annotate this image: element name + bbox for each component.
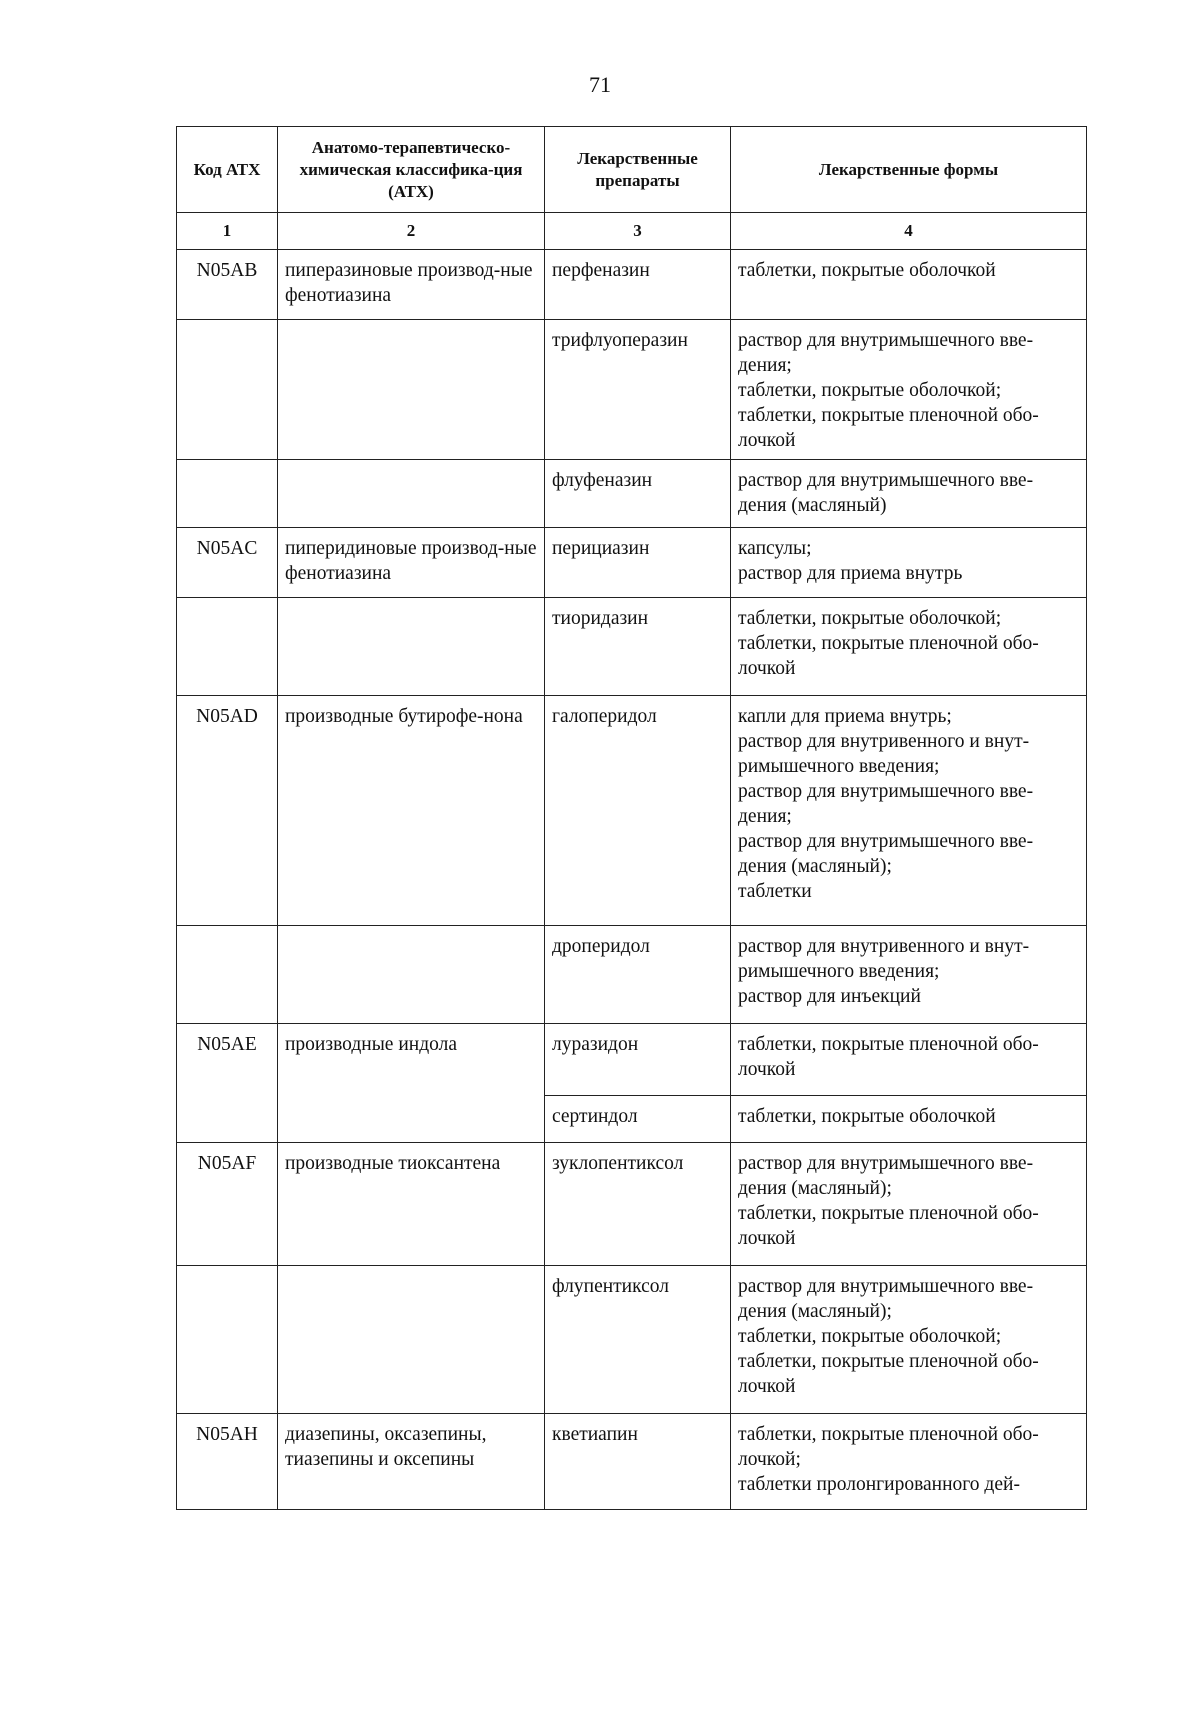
drug-cell: флупентиксол: [545, 1266, 731, 1414]
drug-cell: трифлуоперазин: [545, 320, 731, 460]
dosage-forms-cell: раствор для внутримышечного вве-дения; таблетки, покрытые оболочкой; таблетки, покрытые пленочной обо-лочкой: [731, 320, 1087, 460]
drug-cell: перициазин: [545, 528, 731, 598]
atx-drug-table: [176, 126, 1087, 1510]
dosage-forms-cell: капли для приема внутрь; раствор для внутривенного и внут-римышечного введения; раствор для внутримышечного вве-дения; раствор для внутримышечного вве-дения (масляный); таблетки: [731, 696, 1087, 926]
drug-cell: зуклопентиксол: [545, 1143, 731, 1266]
page-number: 71: [589, 72, 611, 97]
classification-cell: производные индола: [278, 1024, 545, 1143]
dosage-forms-cell: капсулы; раствор для приема внутрь: [731, 528, 1087, 598]
table-row: [177, 460, 1087, 528]
atx-code-cell: [177, 598, 278, 696]
atx-code-cell: N05AC: [177, 528, 278, 598]
drug-cell: перфеназин: [545, 250, 731, 320]
drug-cell: дроперидол: [545, 926, 731, 1024]
drug-cell: луразидон: [545, 1024, 731, 1096]
table-row: [177, 598, 1087, 696]
dosage-forms-cell: таблетки, покрытые оболочкой: [731, 250, 1087, 320]
table-row: [177, 320, 1087, 460]
classification-cell: производные тиоксантена: [278, 1143, 545, 1266]
table-row: [177, 528, 1087, 598]
header-drugs: Лекарственные препараты: [545, 127, 731, 213]
table-row: [177, 926, 1087, 1024]
dosage-forms-cell: раствор для внутримышечного вве-дения (масляный): [731, 460, 1087, 528]
drug-cell: кветиапин: [545, 1414, 731, 1510]
header-atx-code: Код АТХ: [177, 127, 278, 213]
atx-code-cell: N05AD: [177, 696, 278, 926]
atx-code-cell: [177, 926, 278, 1024]
classification-cell: [278, 1266, 545, 1414]
column-number: 4: [731, 213, 1087, 250]
table-row: [177, 1414, 1087, 1510]
dosage-forms-cell: таблетки, покрытые оболочкой: [731, 1096, 1087, 1143]
table-header-row: [177, 127, 1087, 213]
header-dosage-forms: Лекарственные формы: [731, 127, 1087, 213]
atx-code-cell: N05AE: [177, 1024, 278, 1143]
table-row: [177, 1266, 1087, 1414]
column-number: 2: [278, 213, 545, 250]
table-row: [177, 1143, 1087, 1266]
column-number: 3: [545, 213, 731, 250]
column-number-row: [177, 213, 1087, 250]
classification-cell: [278, 320, 545, 460]
classification-cell: производные бутирофе-нона: [278, 696, 545, 926]
atx-code-cell: N05AH: [177, 1414, 278, 1510]
dosage-forms-cell: таблетки, покрытые пленочной обо-лочкой; таблетки пролонгированного дей-: [731, 1414, 1087, 1510]
atx-code-cell: [177, 320, 278, 460]
classification-cell: пиперазиновые производ-ные фенотиазина: [278, 250, 545, 320]
drug-cell: флуфеназин: [545, 460, 731, 528]
table-row: [177, 250, 1087, 320]
classification-cell: [278, 598, 545, 696]
dosage-forms-cell: таблетки, покрытые пленочной обо-лочкой: [731, 1024, 1087, 1096]
dosage-forms-cell: раствор для внутримышечного вве-дения (масляный); таблетки, покрытые оболочкой; таблетки, покрытые пленочной обо-лочкой: [731, 1266, 1087, 1414]
atx-code-cell: [177, 1266, 278, 1414]
column-number: 1: [177, 213, 278, 250]
atx-code-cell: N05AF: [177, 1143, 278, 1266]
dosage-forms-cell: раствор для внутривенного и внут-римышечного введения; раствор для инъекций: [731, 926, 1087, 1024]
dosage-forms-cell: раствор для внутримышечного вве-дения (масляный); таблетки, покрытые пленочной обо-лочкой: [731, 1143, 1087, 1266]
dosage-forms-cell: таблетки, покрытые оболочкой; таблетки, покрытые пленочной обо-лочкой: [731, 598, 1087, 696]
classification-cell: [278, 460, 545, 528]
atx-code-cell: N05AB: [177, 250, 278, 320]
drug-cell: тиоридазин: [545, 598, 731, 696]
atx-code-cell: [177, 460, 278, 528]
header-atx-classification: Анатомо-терапевтическо-химическая классифика-ция (АТХ): [278, 127, 545, 213]
drug-cell: галоперидол: [545, 696, 731, 926]
classification-cell: [278, 926, 545, 1024]
classification-cell: диазепины, оксазепины, тиазепины и оксепины: [278, 1414, 545, 1510]
classification-cell: пиперидиновые производ-ные фенотиазина: [278, 528, 545, 598]
table-row: [177, 1024, 1087, 1096]
table-row: [177, 696, 1087, 926]
drug-cell: сертиндол: [545, 1096, 731, 1143]
